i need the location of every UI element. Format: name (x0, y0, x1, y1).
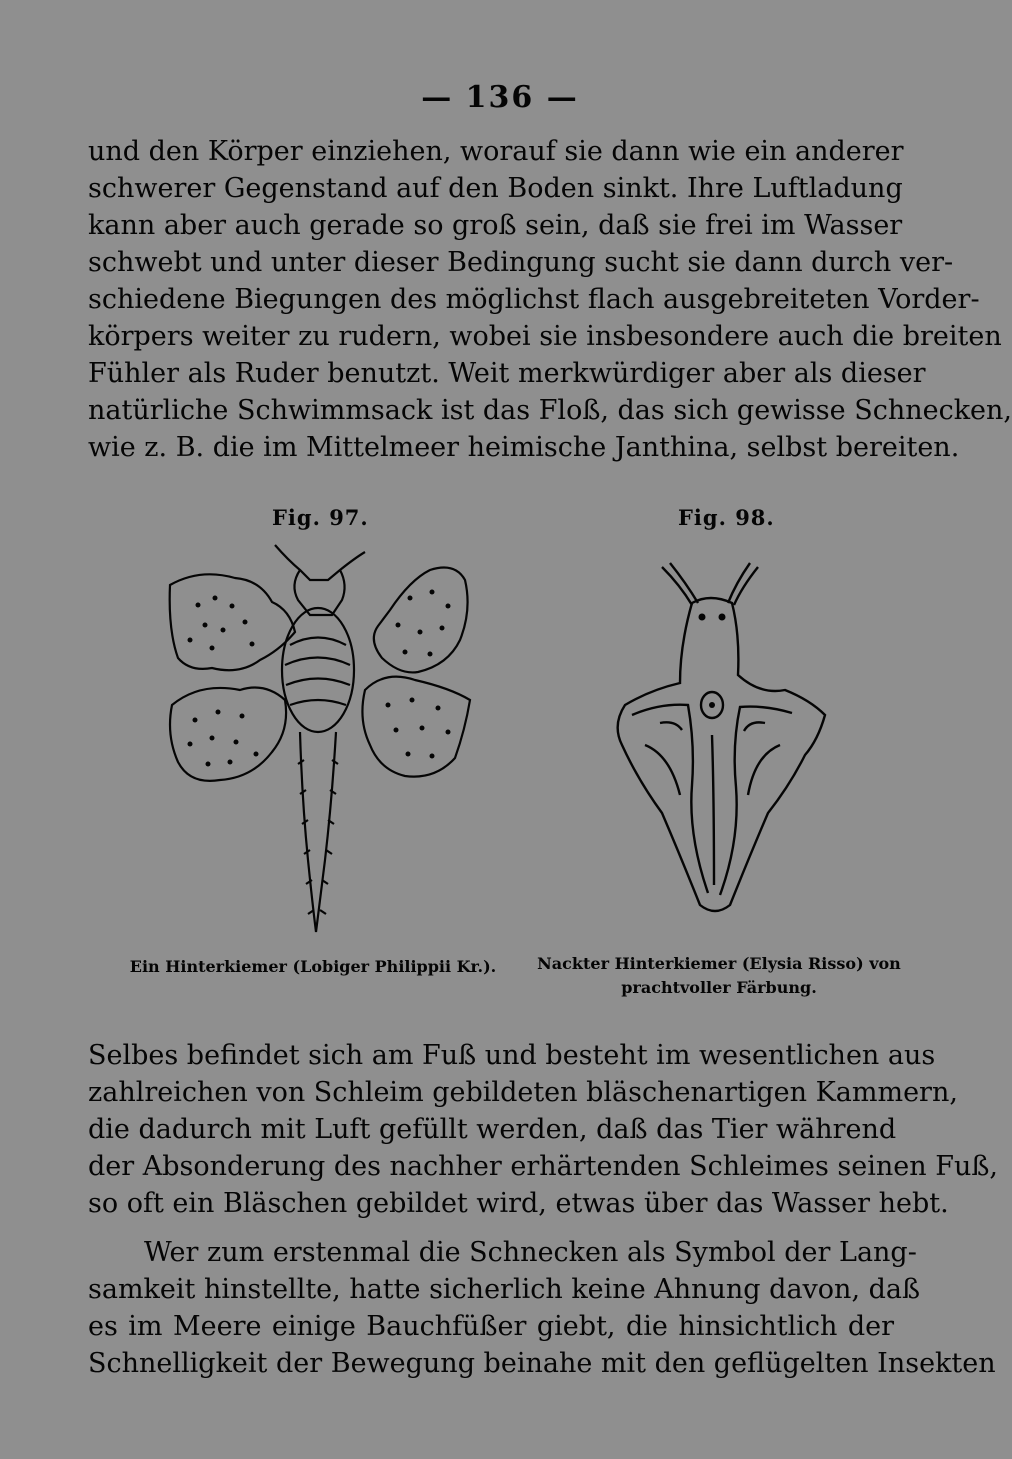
text-line: samkeit hinstellte, hatte sicherlich keine Ahnung davon, daß (88, 1274, 921, 1305)
text-line: so oft ein Bläschen gebildet wird, etwas über das Wasser hebt. (88, 1188, 949, 1219)
text-line: kann aber auch gerade so groß sein, daß sie frei im Wasser (88, 210, 903, 241)
text-line: schiedene Biegungen des möglichst flach ausgebreiteten Vorder- (88, 284, 980, 315)
text-line: natürliche Schwimmsack ist das Floß, das sich gewisse Schnecken, (88, 395, 1012, 426)
text-line: der Absonderung des nachher erhärtenden Schleimes seinen Fuß, (88, 1151, 998, 1182)
text-line: wie z. B. die im Mittelmeer heimische Janthina, selbst bereiten. (88, 432, 960, 463)
paragraph-3 (88, 1234, 996, 1382)
sea-slug-lobiger-illustration (160, 540, 480, 940)
text-line: die dadurch mit Luft gefüllt werden, daß das Tier während (88, 1114, 897, 1145)
figure-98-label: Fig. 98. (678, 505, 775, 530)
text-line: körpers weiter zu rudern, wobei sie insbesondere auch die breiten (88, 321, 1002, 352)
figure-97-caption: Ein Hinterkiemer (Lobiger Philippii Kr.). (129, 957, 497, 976)
sea-slug-elysia-illustration (600, 555, 840, 925)
figure-98-caption: Nackter Hinterkiemer (Elysia Risso) von prachtvoller Färbung. (537, 954, 901, 997)
text-line: es im Meere einige Bauchfüßer giebt, die hinsichtlich der (88, 1311, 894, 1342)
text-line: zahlreichen von Schleim gebildeten bläschenartigen Kammern, (88, 1077, 958, 1108)
text-line: schwerer Gegenstand auf den Boden sinkt. Ihre Luftladung (88, 173, 903, 204)
text-line: Fühler als Ruder benutzt. Weit merkwürdiger aber als dieser (88, 358, 926, 389)
text-line: und den Körper einziehen, worauf sie dann wie ein anderer (88, 136, 904, 167)
text-line: Selbes befindet sich am Fuß und besteht im wesentlichen aus (88, 1040, 936, 1071)
figure-97-label: Fig. 97. (272, 505, 369, 530)
paragraph-2 (88, 1037, 998, 1222)
text-line: schwebt und unter dieser Bedingung sucht sie dann durch ver- (88, 247, 954, 278)
page-number: — 136 — (421, 80, 579, 115)
text-line: Schnelligkeit der Bewegung beinahe mit den geflügelten Insekten (88, 1348, 996, 1379)
text-line: Wer zum erstenmal die Schnecken als Symbol der Lang- (144, 1237, 917, 1268)
paragraph-1 (88, 133, 1012, 466)
